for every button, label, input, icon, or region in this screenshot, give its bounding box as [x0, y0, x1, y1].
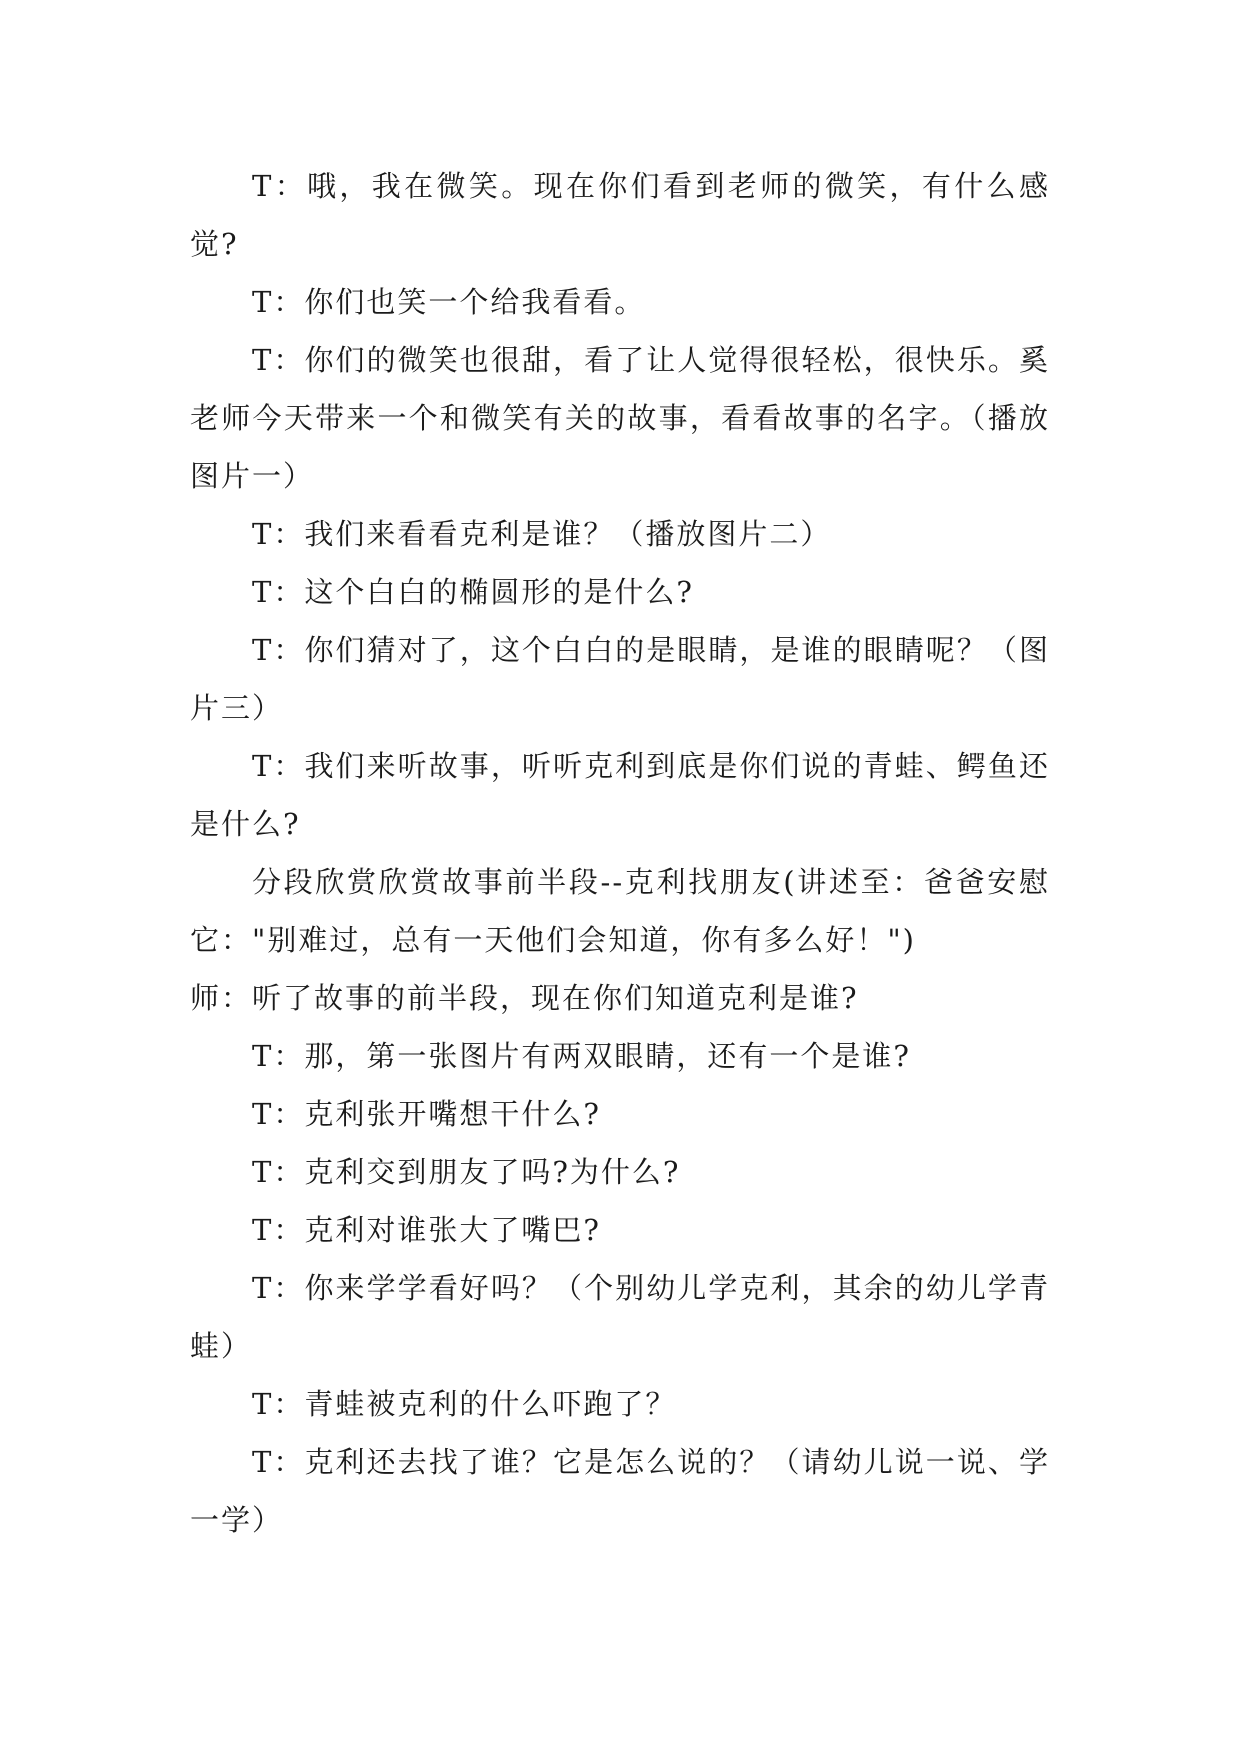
- paragraph: T：你们也笑一个给我看看。: [252, 285, 646, 319]
- paragraph: T：我们来听故事，听听克利到底是你们说的青蛙、鳄鱼还是什么?: [190, 749, 1050, 841]
- paragraph: T：你们的微笑也很甜，看了让人觉得很轻松，很快乐。奚老师今天带来一个和微笑有关的故事，看看故事的名字。（播放图片一）: [190, 343, 1050, 493]
- paragraph: 师：听了故事的前半段，现在你们知道克利是谁?: [190, 981, 859, 1015]
- paragraph: T：那，第一张图片有两双眼睛，还有一个是谁?: [252, 1039, 911, 1073]
- document-body: [190, 157, 1050, 1549]
- paragraph: T：克利张开嘴想干什么?: [252, 1097, 601, 1131]
- paragraph: T：克利对谁张大了嘴巴?: [252, 1213, 601, 1247]
- paragraph: 分段欣赏欣赏故事前半段--克利找朋友(讲述至：爸爸安慰它："别难过，总有一天他们会知道，你有多么好！"): [190, 865, 1050, 957]
- paragraph: T：青蛙被克利的什么吓跑了？: [252, 1387, 677, 1421]
- paragraph: T：我们来看看克利是谁？（播放图片二）: [252, 517, 832, 551]
- paragraph: T：你来学学看好吗？（个别幼儿学克利，其余的幼儿学青蛙）: [190, 1271, 1050, 1363]
- paragraph: T：哦，我在微笑。现在你们看到老师的微笑，有什么感觉?: [190, 169, 1050, 261]
- paragraph: T：这个白白的椭圆形的是什么?: [252, 575, 694, 609]
- paragraph: T：克利交到朋友了吗?为什么?: [252, 1155, 681, 1189]
- paragraph: T：克利还去找了谁？它是怎么说的？（请幼儿说一说、学一学）: [190, 1445, 1050, 1537]
- paragraph: T：你们猜对了，这个白白的是眼睛，是谁的眼睛呢？（图片三）: [190, 633, 1050, 725]
